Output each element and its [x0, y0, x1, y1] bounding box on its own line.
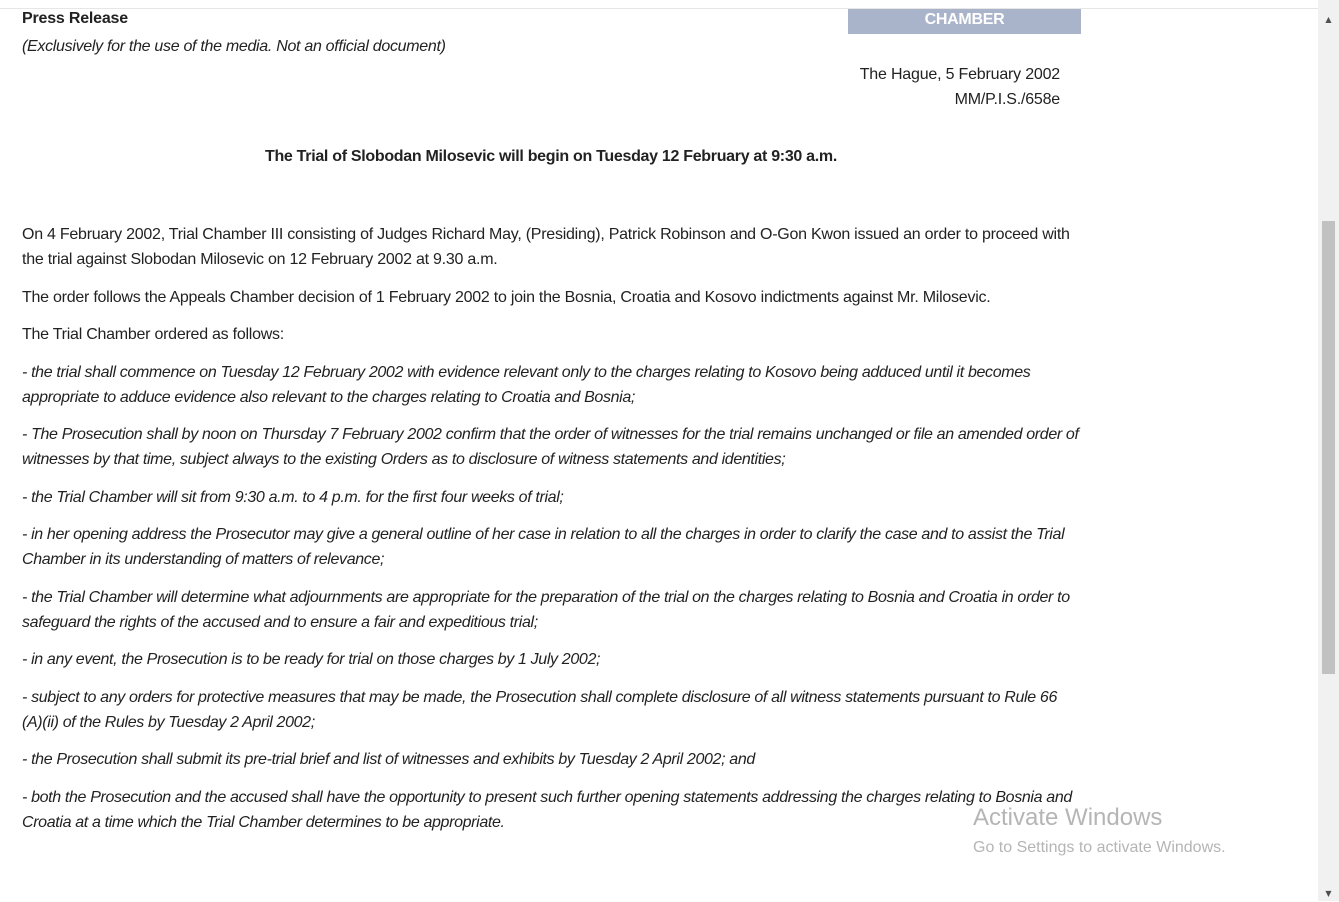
- order-item: - in her opening address the Prosecutor may give a general outline of her case in relation to all the charges in order to clarify the case and to assist the Trial Chamber in its understanding of matters of relevance;: [22, 526, 1065, 568]
- watermark-subtitle: Go to Settings to activate Windows.: [973, 839, 1226, 856]
- reference-number: MM/P.I.S./658e: [954, 91, 1060, 108]
- activate-windows-watermark: [973, 803, 1226, 862]
- order-item: - the Prosecution shall submit its pre-trial brief and list of witnesses and exhibits by Tuesday 2 April 2002; and: [22, 751, 755, 768]
- chamber-tab[interactable]: CHAMBER: [848, 9, 1081, 34]
- place-date: The Hague, 5 February 2002: [859, 66, 1060, 83]
- press-release-label: Press Release: [22, 10, 128, 27]
- order-item: - The Prosecution shall by noon on Thursday 7 February 2002 confirm that the order of witnesses for the trial remains unchanged or file an amended order of witnesses by that time, subject always to the existing Orders as to disclosure of witness statements and identities;: [22, 426, 1079, 468]
- headline: The Trial of Slobodan Milosevic will begin on Tuesday 12 February at 9:30 a.m.: [264, 148, 837, 165]
- paragraph: The order follows the Appeals Chamber decision of 1 February 2002 to join the Bosnia, Croatia and Kosovo indictments against Mr. Milosevic.: [22, 288, 991, 306]
- vertical-scrollbar[interactable]: [1318, 0, 1339, 901]
- top-divider: [0, 0, 1318, 9]
- order-item: - both the Prosecution and the accused shall have the opportunity to present such further opening statements addressing the charges relating to Bosnia and Croatia at a time which the Trial Chamber determines to be appropriate.: [22, 788, 1072, 831]
- order-item: - in any event, the Prosecution is to be ready for trial on those charges by 1 July 2002;: [22, 651, 601, 668]
- triangle-up-icon: ▲: [1325, 15, 1332, 24]
- scroll-down-button[interactable]: [1318, 886, 1339, 902]
- order-item: - the trial shall commence on Tuesday 12 February 2002 with evidence relevant only to the charges relating to Kosovo being adduced until it becomes appropriate to adduce evidence also relevant to the charges relating to Croatia and Bosnia;: [22, 363, 1031, 406]
- order-item: - subject to any orders for protective measures that may be made, the Prosecution shall complete disclosure of all witness statements pursuant to Rule 66 (A)(ii) of the Rules by Tuesday 2 April 2002;: [22, 688, 1057, 731]
- watermark-title: Activate Windows: [973, 804, 1163, 831]
- scroll-thumb[interactable]: [1322, 221, 1335, 674]
- release-body: [22, 222, 1080, 847]
- order-item: - the Trial Chamber will sit from 9:30 a.m. to 4 p.m. for the first four weeks of trial;: [22, 488, 564, 506]
- media-disclaimer: (Exclusively for the use of the media. Not an official document): [22, 38, 446, 55]
- triangle-down-icon: ▼: [1325, 889, 1332, 898]
- paragraph: The Trial Chamber ordered as follows:: [22, 326, 284, 343]
- scroll-up-button[interactable]: [1318, 12, 1339, 28]
- order-item: - the Trial Chamber will determine what adjournments are appropriate for the preparation of the trial on the charges relating to Bosnia and Croatia in order to safeguard the rights of the accused and to ensure a fair and expeditious trial;: [22, 588, 1070, 631]
- release-meta: [860, 62, 1060, 112]
- paragraph: On 4 February 2002, Trial Chamber III consisting of Judges Richard May, (Presiding), Patrick Robinson and O-Gon Kwon issued an order to proceed with the trial against Slobodan Milosevic on 12 February 2002 at 9.30 a.m.: [22, 226, 1070, 268]
